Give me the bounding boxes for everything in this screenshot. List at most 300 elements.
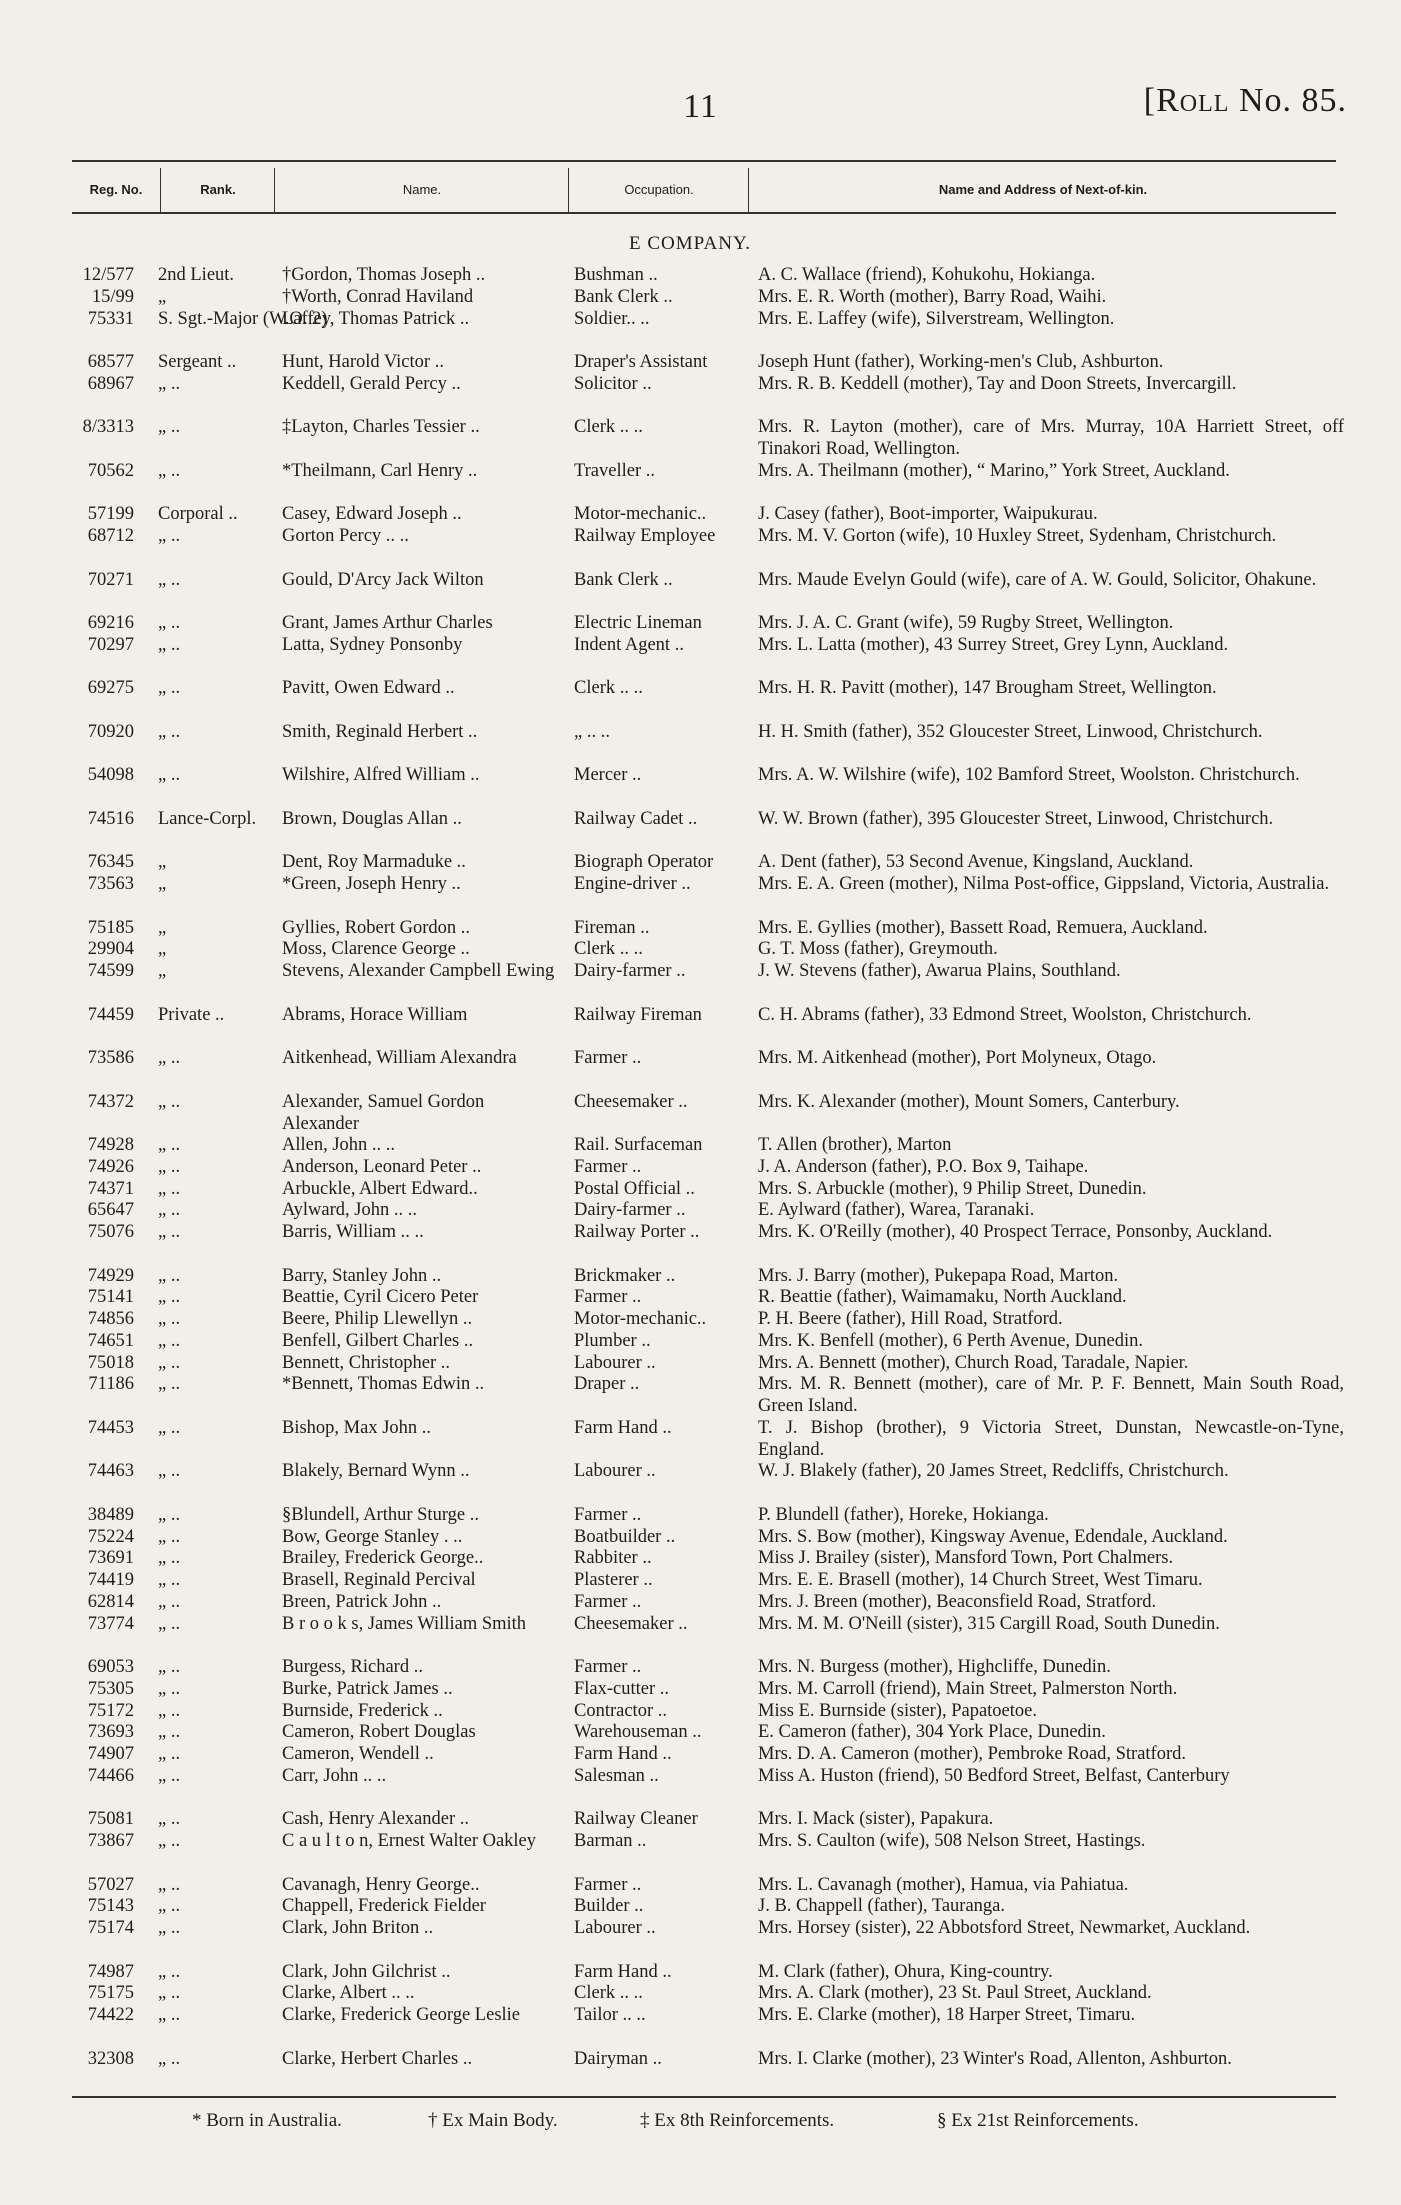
occupation-cell: Motor-mechanic.. [574, 1309, 707, 1329]
next-of-kin-cell: P. Blundell (father), Horeke, Hokianga. [758, 1504, 1049, 1525]
occupation-cell: Labourer .. [574, 1352, 656, 1373]
next-of-kin-cell: Mrs. M. Carroll (friend), Main Street, Palmerston North. [758, 1678, 1178, 1699]
rank-cell: „ .. [158, 1874, 181, 1895]
occupation-cell: Farmer .. [574, 1591, 642, 1612]
next-of-kin-cell: H. H. Smith (father), 352 Gloucester Street, Linwood, Christchurch. [758, 721, 1263, 742]
occupation-cell: Dairyman .. [574, 2048, 662, 2069]
next-of-kin-cell: Mrs. K. O'Reilly (mother), 40 Prospect Terrace, Ponsonby, Auckland. [758, 1222, 1273, 1242]
table-row [0, 1417, 1401, 1461]
reg-no-cell: 74651 [87, 1330, 134, 1351]
top-rule [72, 160, 1336, 162]
next-of-kin-cell: Mrs. N. Burgess (mother), Highcliffe, Dunedin. [758, 1657, 1111, 1677]
name-cell: Gyllies, Robert Gordon .. [282, 917, 471, 938]
next-of-kin-cell: Mrs. E. Clarke (mother), 18 Harper Street, Timaru. [758, 2005, 1136, 2025]
name-cell: Barry, Stanley John .. [282, 1265, 442, 1286]
reg-no-cell: 74907 [87, 1744, 134, 1764]
rank-cell: „ .. [158, 613, 181, 633]
next-of-kin-cell: Miss A. Huston (friend), 50 Bedford Street, Belfast, Canterbury [758, 1765, 1230, 1786]
next-of-kin-cell: Mrs. L. Cavanagh (mother), Hamua, via Pahiatua. [758, 1874, 1129, 1895]
occupation-cell: Bank Clerk .. [574, 569, 673, 590]
reg-no-cell: 54098 [87, 765, 134, 786]
rank-cell: „ .. [158, 1613, 181, 1634]
name-cell: B r o o k s, James William Smith [282, 1613, 527, 1634]
reg-no-cell: 29904 [87, 939, 134, 960]
next-of-kin-cell: Mrs. M. Aitkenhead (mother), Port Molyneux, Otago. [758, 1048, 1157, 1068]
reg-no-cell: 75141 [87, 1287, 134, 1308]
name-cell: Grant, James Arthur Charles [282, 613, 493, 633]
occupation-cell: Railway Fireman [574, 1004, 702, 1025]
rank-cell: S. Sgt.-Major (W.O. 2) [158, 308, 328, 329]
occupation-cell: Engine-driver .. [574, 874, 691, 894]
occupation-cell: Traveller .. [574, 460, 656, 481]
roll-label: Roll [1156, 82, 1230, 119]
occupation-cell: Railway Cleaner [574, 1809, 698, 1830]
rank-cell: „ .. [158, 1091, 181, 1112]
rank-cell: „ [158, 852, 167, 873]
roll-number [1144, 82, 1347, 120]
table-row [0, 1961, 1401, 1983]
reg-no-cell: 8/3313 [82, 417, 134, 438]
next-of-kin-cell: Mrs. E. R. Worth (mother), Barry Road, Waihi. [758, 286, 1107, 307]
name-cell: Cameron, Wendell .. [282, 1744, 434, 1764]
reg-no-cell: 73563 [87, 874, 134, 894]
reg-no-cell: 75224 [87, 1526, 134, 1547]
reg-no-cell: 57027 [87, 1874, 134, 1895]
name-cell: †Gordon, Thomas Joseph .. [282, 265, 486, 285]
reg-no-cell: 74371 [87, 1178, 134, 1199]
table-row [0, 1352, 1401, 1374]
rank-cell: „ [158, 874, 167, 894]
bottom-rule [72, 2096, 1336, 2098]
table-row [0, 1700, 1401, 1722]
reg-no-cell: 75018 [87, 1352, 134, 1373]
reg-no-cell: 75175 [87, 1983, 134, 2004]
table-row [0, 1134, 1401, 1156]
col-reg-no: Reg. No. [89, 182, 143, 197]
next-of-kin-cell: Mrs. Horsey (sister), 22 Abbotsford Street, Newmarket, Auckland. [758, 1918, 1251, 1938]
reg-no-cell: 15/99 [91, 286, 134, 307]
next-of-kin-cell: Mrs. A. Bennett (mother), Church Road, Taradale, Napier. [758, 1352, 1189, 1373]
header-rule [72, 212, 1336, 214]
next-of-kin-cell: Mrs. L. Latta (mother), 43 Surrey Street, Grey Lynn, Auckland. [758, 634, 1229, 655]
table-row [0, 1199, 1401, 1221]
rank-cell: „ .. [158, 1722, 181, 1743]
occupation-cell: Draper's Assistant [574, 352, 708, 372]
name-cell: Clarke, Herbert Charles .. [282, 2048, 473, 2069]
occupation-cell: Clerk .. .. [574, 678, 643, 699]
rank-cell: „ .. [158, 1156, 181, 1177]
occupation-cell: „ .. .. [574, 721, 610, 742]
rank-cell: „ .. [158, 1048, 181, 1068]
reg-no-cell: 57199 [87, 504, 134, 525]
table-row [0, 634, 1401, 678]
name-cell: Keddell, Gerald Percy .. [282, 373, 461, 394]
table-row [0, 351, 1401, 373]
reg-no-cell: 70562 [87, 460, 134, 481]
name-cell: Anderson, Leonard Peter .. [282, 1156, 482, 1177]
occupation-cell: Mercer .. [574, 765, 642, 786]
table-row [0, 1004, 1401, 1048]
rank-cell: Lance-Corpl. [158, 808, 257, 829]
name-cell: Beattie, Cyril Cicero Peter [282, 1287, 479, 1308]
rank-cell: „ .. [158, 1374, 181, 1395]
reg-no-cell: 70271 [87, 569, 134, 590]
occupation-cell: Electric Lineman [574, 613, 702, 633]
next-of-kin-cell: Mrs. E. Gyllies (mother), Bassett Road, Remuera, Auckland. [758, 917, 1208, 938]
reg-no-cell: 75076 [87, 1222, 134, 1242]
reg-no-cell: 12/577 [82, 265, 134, 285]
next-of-kin-cell: Mrs. Maude Evelyn Gould (wife), care of A. W. Gould, Solicitor, Ohakune. [758, 569, 1317, 590]
next-of-kin-cell: Mrs. E. E. Brasell (mother), 14 Church Street, West Timaru. [758, 1570, 1203, 1590]
table-row [0, 1765, 1401, 1809]
name-cell: Latta, Sydney Ponsonby [282, 634, 463, 655]
occupation-cell: Biograph Operator [574, 852, 714, 873]
occupation-cell: Cheesemaker .. [574, 1613, 688, 1634]
name-cell: Casey, Edward Joseph .. [282, 504, 462, 525]
next-of-kin-cell: J. B. Chappell (father), Tauranga. [758, 1896, 1006, 1917]
reg-no-cell: 69216 [87, 613, 134, 633]
reg-no-cell: 68712 [87, 526, 134, 546]
rank-cell: „ .. [158, 2005, 181, 2025]
table-row [0, 1613, 1401, 1657]
next-of-kin-cell: M. Clark (father), Ohura, King-country. [758, 1961, 1053, 1982]
rank-cell: „ .. [158, 1526, 181, 1547]
reg-no-cell: 70920 [87, 721, 134, 742]
name-cell: Arbuckle, Albert Edward.. [282, 1178, 478, 1199]
reg-no-cell: 75172 [87, 1700, 134, 1721]
occupation-cell: Dairy-farmer .. [574, 1200, 686, 1221]
reg-no-cell: 73774 [87, 1613, 134, 1634]
name-cell: Aitkenhead, William Alexandra [282, 1048, 517, 1068]
table-row [0, 721, 1401, 765]
next-of-kin-cell: G. T. Moss (father), Greymouth. [758, 939, 998, 960]
col-occupation: Occupation. [568, 168, 749, 212]
rank-cell: „ .. [158, 765, 181, 786]
table-row [0, 1917, 1401, 1961]
occupation-cell: Bank Clerk .. [574, 286, 673, 307]
table-row [0, 1547, 1401, 1569]
rank-cell: „ .. [158, 526, 181, 546]
rank-cell: Private .. [158, 1004, 225, 1025]
name-cell: C a u l t o n, Ernest Walter Oakley [282, 1831, 537, 1851]
occupation-cell: Draper .. [574, 1374, 640, 1395]
name-cell: Breen, Patrick John .. [282, 1591, 442, 1612]
roll-bracket: [ [1143, 82, 1157, 119]
next-of-kin-cell: Miss E. Burnside (sister), Papatoetoe. [758, 1700, 1037, 1721]
occupation-cell: Labourer .. [574, 1461, 656, 1482]
rank-cell: „ .. [158, 1461, 181, 1482]
next-of-kin-cell: E. Cameron (father), 304 York Place, Dunedin. [758, 1722, 1106, 1743]
name-cell: Blakely, Bernard Wynn .. [282, 1461, 470, 1482]
occupation-cell: Tailor .. .. [574, 2005, 646, 2025]
reg-no-cell: 73867 [87, 1831, 134, 1851]
table-row [0, 917, 1401, 939]
name-cell: Burnside, Frederick .. [282, 1700, 443, 1721]
next-of-kin-cell: Mrs. A. Theilmann (mother), “ Marino,” York Street, Auckland. [758, 460, 1230, 481]
reg-no-cell: 69053 [87, 1657, 134, 1677]
column-header [72, 168, 1336, 212]
occupation-cell: Farm Hand .. [574, 1744, 672, 1764]
next-of-kin-cell: Mrs. S. Arbuckle (mother), 9 Philip Street, Dunedin. [758, 1178, 1147, 1199]
table-row [0, 2004, 1401, 2048]
table-row [0, 1330, 1401, 1352]
rank-cell: „ .. [158, 569, 181, 590]
next-of-kin-cell: Joseph Hunt (father), Working-men's Club, Ashburton. [758, 352, 1164, 372]
name-cell: Stevens, Alexander Campbell Ewing [282, 961, 555, 981]
name-cell: Brown, Douglas Allan .. [282, 808, 462, 829]
next-of-kin-cell: Mrs. S. Bow (mother), Kingsway Avenue, Edendale, Auckland. [758, 1526, 1228, 1547]
table-row [0, 1178, 1401, 1200]
next-of-kin-cell: Mrs. K. Benfell (mother), 6 Perth Avenue, Dunedin. [758, 1330, 1143, 1351]
occupation-cell: Farmer .. [574, 1657, 642, 1677]
reg-no-cell: 75305 [87, 1678, 134, 1699]
next-of-kin-cell: Mrs. I. Mack (sister), Papakura. [758, 1809, 994, 1830]
table-row [0, 1460, 1401, 1504]
rank-cell: „ .. [158, 1222, 181, 1242]
table-row [0, 1591, 1401, 1613]
name-cell: Allen, John .. .. [282, 1135, 396, 1155]
company-heading: E COMPANY. [629, 233, 751, 254]
table-row [0, 851, 1401, 873]
occupation-cell: Farmer .. [574, 1048, 642, 1068]
table-row [0, 1156, 1401, 1178]
occupation-cell: Plumber .. [574, 1330, 651, 1351]
occupation-cell: Boatbuilder .. [574, 1526, 676, 1547]
name-cell: Moss, Clarence George .. [282, 939, 470, 960]
occupation-cell: Farm Hand .. [574, 1961, 672, 1982]
rank-cell: „ .. [158, 1700, 181, 1721]
rank-cell: „ [158, 961, 167, 981]
reg-no-cell: 74599 [87, 961, 134, 981]
rank-cell: „ .. [158, 1983, 181, 2004]
next-of-kin-cell: Mrs. R. Layton (mother), care of Mrs. Murray, 10A Harriett Street, off Tinakori Road, Wellington. [758, 417, 1344, 460]
occupation-cell: Indent Agent .. [574, 634, 684, 655]
occupation-cell: Warehouseman .. [574, 1722, 702, 1743]
occupation-cell: Railway Employee [574, 526, 716, 546]
reg-no-cell: 74453 [87, 1417, 134, 1438]
rank-cell: 2nd Lieut. [158, 265, 235, 285]
rank-cell: „ .. [158, 1178, 181, 1199]
name-cell: Bishop, Max John .. [282, 1417, 432, 1438]
col-next-of-kin: Name and Address of Next-of-kin. [748, 168, 1337, 212]
table-row [0, 1265, 1401, 1287]
name-cell: Smith, Reginald Herbert .. [282, 721, 478, 742]
table-row [0, 264, 1401, 286]
next-of-kin-cell: A. C. Wallace (friend), Kohukohu, Hokianga. [758, 265, 1096, 285]
table-row [0, 960, 1401, 1004]
reg-no-cell: 70297 [87, 634, 134, 655]
table-row [0, 1808, 1401, 1830]
occupation-cell: Farm Hand .. [574, 1417, 672, 1438]
reg-no-cell: 74463 [87, 1461, 134, 1482]
next-of-kin-cell: Mrs. S. Caulton (wife), 508 Nelson Street, Hastings. [758, 1831, 1146, 1851]
name-cell: Cavanagh, Henry George.. [282, 1874, 480, 1895]
rank-cell: „ .. [158, 1309, 181, 1329]
rank-cell: „ .. [158, 1744, 181, 1764]
rank-cell: „ .. [158, 1200, 181, 1221]
table-row [0, 938, 1401, 960]
next-of-kin-cell: Mrs. M. V. Gorton (wife), 10 Huxley Street, Sydenham, Christchurch. [758, 526, 1277, 546]
name-cell: *Green, Joseph Henry .. [282, 874, 461, 894]
next-of-kin-cell: Mrs. J. A. C. Grant (wife), 59 Rugby Street, Wellington. [758, 613, 1174, 633]
roll-table [0, 264, 1401, 2091]
table-row [0, 1504, 1401, 1526]
next-of-kin-cell: Mrs. J. Barry (mother), Pukepapa Road, Marton. [758, 1265, 1119, 1286]
rank-cell: „ .. [158, 417, 181, 438]
rank-cell: „ .. [158, 1961, 181, 1982]
reg-no-cell: 74459 [87, 1004, 134, 1025]
name-cell: Brasell, Reginald Percival [282, 1570, 476, 1590]
name-cell: *Theilmann, Carl Henry .. [282, 460, 478, 481]
rank-cell: „ .. [158, 1548, 181, 1569]
reg-no-cell: 74926 [87, 1156, 134, 1177]
table-row [0, 612, 1401, 634]
occupation-cell: Labourer .. [574, 1918, 656, 1938]
next-of-kin-cell: W. W. Brown (father), 395 Gloucester Street, Linwood, Christchurch. [758, 808, 1274, 829]
rank-cell: „ .. [158, 634, 181, 655]
occupation-cell: Clerk .. .. [574, 1983, 643, 2004]
next-of-kin-cell: Mrs. A. Clark (mother), 23 St. Paul Street, Auckland. [758, 1983, 1152, 2004]
table-row [0, 764, 1401, 808]
next-of-kin-cell: Mrs. K. Alexander (mother), Mount Somers, Canterbury. [758, 1091, 1180, 1112]
next-of-kin-cell: J. Casey (father), Boot-importer, Waipukurau. [758, 504, 1098, 525]
name-cell: Cash, Henry Alexander .. [282, 1809, 470, 1830]
table-row [0, 1830, 1401, 1874]
name-cell: Clarke, Albert .. .. [282, 1983, 415, 2004]
table-row [0, 1221, 1401, 1265]
rank-cell: „ .. [158, 1657, 181, 1677]
occupation-cell: Contractor .. [574, 1700, 667, 1721]
name-cell: Barris, William .. .. [282, 1222, 424, 1242]
occupation-cell: Dairy-farmer .. [574, 961, 686, 981]
reg-no-cell: 75185 [87, 917, 134, 938]
table-row [0, 503, 1401, 525]
next-of-kin-cell: Mrs. I. Clarke (mother), 23 Winter's Road, Allenton, Ashburton. [758, 2048, 1232, 2069]
name-cell: Wilshire, Alfred William .. [282, 765, 480, 786]
table-row [0, 1091, 1401, 1135]
page-number: 11 [683, 88, 718, 125]
rank-cell: „ .. [158, 1287, 181, 1308]
reg-no-cell: 74372 [87, 1091, 134, 1112]
occupation-cell: Cheesemaker .. [574, 1091, 688, 1112]
rank-cell: „ .. [158, 1352, 181, 1373]
next-of-kin-cell: T. Allen (brother), Marton [758, 1135, 952, 1155]
name-cell: Gorton Percy .. .. [282, 526, 409, 546]
name-cell: Cameron, Robert Douglas [282, 1722, 476, 1743]
next-of-kin-cell: Mrs. D. A. Cameron (mother), Pembroke Road, Stratford. [758, 1744, 1186, 1764]
reg-no-cell: 38489 [87, 1504, 134, 1525]
reg-no-cell: 65647 [87, 1200, 134, 1221]
next-of-kin-cell: Mrs. E. A. Green (mother), Nilma Post-office, Gippsland, Victoria, Australia. [758, 874, 1330, 894]
occupation-cell: Motor-mechanic.. [574, 504, 707, 525]
rank-cell: „ .. [158, 460, 181, 481]
occupation-cell: Clerk .. .. [574, 417, 643, 438]
next-of-kin-cell: C. H. Abrams (father), 33 Edmond Street, Woolston, Christchurch. [758, 1004, 1252, 1025]
occupation-cell: Soldier.. .. [574, 308, 650, 329]
footnote-main-body: † Ex Main Body. [428, 2110, 558, 2131]
name-cell: Brailey, Frederick George.. [282, 1548, 484, 1569]
rank-cell: „ .. [158, 678, 181, 699]
occupation-cell: Farmer .. [574, 1287, 642, 1308]
reg-no-cell: 69275 [87, 678, 134, 699]
next-of-kin-cell: Mrs. A. W. Wilshire (wife), 102 Bamford Street, Woolston. Christchurch. [758, 765, 1300, 786]
table-row [0, 677, 1401, 721]
reg-no-cell: 74929 [87, 1265, 134, 1286]
name-cell: Burgess, Richard .. [282, 1657, 423, 1677]
table-row [0, 2048, 1401, 2092]
footnote-8th-reinforcements: ‡ Ex 8th Reinforcements. [640, 2110, 835, 2131]
rank-cell: „ .. [158, 373, 181, 394]
name-cell: Clark, John Gilchrist .. [282, 1961, 451, 1982]
table-row [0, 373, 1401, 417]
next-of-kin-cell: E. Aylward (father), Warea, Taranaki. [758, 1200, 1035, 1221]
table-row [0, 1047, 1401, 1091]
name-cell: Hunt, Harold Victor .. [282, 352, 444, 372]
table-row [0, 525, 1401, 569]
table-row [0, 1721, 1401, 1743]
roll-value: No. 85. [1238, 82, 1347, 119]
rank-cell: „ .. [158, 1918, 181, 1938]
rank-cell: „ .. [158, 721, 181, 742]
reg-no-cell: 73691 [87, 1548, 134, 1569]
reg-no-cell: 71186 [88, 1374, 134, 1395]
name-cell: Aylward, John .. .. [282, 1200, 417, 1221]
col-name: Name. [274, 168, 569, 212]
rank-cell: „ .. [158, 1330, 181, 1351]
reg-no-cell: 74419 [87, 1570, 134, 1590]
next-of-kin-cell: Mrs. H. R. Pavitt (mother), 147 Brougham Street, Wellington. [758, 678, 1217, 699]
next-of-kin-cell: Miss J. Brailey (sister), Mansford Town, Port Chalmers. [758, 1548, 1174, 1569]
name-cell: Clarke, Frederick George Leslie [282, 2005, 521, 2025]
reg-no-cell: 75081 [87, 1809, 134, 1830]
rank-cell: „ [158, 939, 167, 960]
next-of-kin-cell: R. Beattie (father), Waimamaku, North Auckland. [758, 1287, 1127, 1308]
rank-cell: „ [158, 286, 167, 307]
reg-no-cell: 74466 [87, 1765, 134, 1786]
table-row [0, 1678, 1401, 1700]
rank-cell: „ .. [158, 1896, 181, 1917]
table-row [0, 1569, 1401, 1591]
name-cell: Benfell, Gilbert Charles .. [282, 1330, 474, 1351]
name-cell: †Worth, Conrad Haviland [282, 286, 474, 307]
rank-cell: Sergeant .. [158, 352, 237, 372]
table-row [0, 1373, 1401, 1417]
occupation-cell: Farmer .. [574, 1874, 642, 1895]
occupation-cell: Flax-cutter .. [574, 1678, 670, 1699]
next-of-kin-cell: Mrs. E. Laffey (wife), Silverstream, Wellington. [758, 308, 1115, 329]
rank-cell: „ .. [158, 1765, 181, 1786]
occupation-cell: Rail. Surfaceman [574, 1135, 703, 1155]
name-cell: Pavitt, Owen Edward .. [282, 678, 455, 699]
rank-cell: „ .. [158, 2048, 181, 2069]
name-cell: Abrams, Horace William [282, 1004, 468, 1025]
table-row [0, 1526, 1401, 1548]
name-cell: Laffey, Thomas Patrick .. [282, 308, 470, 329]
rank-cell: „ .. [158, 1135, 181, 1155]
table-row [0, 1874, 1401, 1896]
next-of-kin-cell: J. W. Stevens (father), Awarua Plains, Southland. [758, 961, 1121, 981]
table-row [0, 1308, 1401, 1330]
reg-no-cell: 75143 [87, 1896, 134, 1917]
reg-no-cell: 74516 [87, 808, 134, 829]
col-rank: Rank. [160, 168, 275, 212]
rank-cell: „ .. [158, 1265, 181, 1286]
name-cell: Gould, D'Arcy Jack Wilton [282, 569, 484, 590]
name-cell: ‡Layton, Charles Tessier .. [282, 417, 480, 438]
name-cell: *Bennett, Thomas Edwin .. [282, 1374, 485, 1395]
next-of-kin-cell: Mrs. R. B. Keddell (mother), Tay and Doon Streets, Invercargill. [758, 373, 1237, 394]
name-cell: Chappell, Frederick Fielder [282, 1896, 486, 1917]
